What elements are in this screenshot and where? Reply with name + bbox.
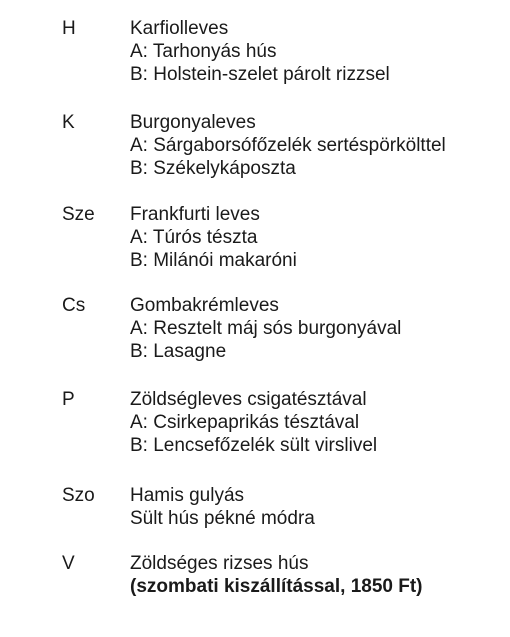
day-menu-lines bbox=[130, 203, 297, 272]
menu-option-a: A: Sárgaborsófőzelék sertéspörkölttel bbox=[130, 135, 446, 156]
menu-option-b: B: Lasagne bbox=[130, 341, 227, 362]
day-menu-lines bbox=[130, 552, 423, 598]
menu-option-a: A: Tarhonyás hús bbox=[130, 41, 277, 62]
menu-option-b: B: Székelykáposzta bbox=[130, 158, 296, 179]
soup-name: Frankfurti leves bbox=[130, 204, 260, 225]
menu-option-a: A: Túrós tészta bbox=[130, 227, 258, 248]
menu-option-b: B: Milánói makaróni bbox=[130, 250, 297, 271]
day-menu-lines bbox=[130, 17, 390, 86]
day-code: Szo bbox=[62, 485, 95, 506]
day-menu-lines bbox=[130, 294, 401, 363]
soup-name: Karfiolleves bbox=[130, 18, 229, 39]
day-code: H bbox=[62, 18, 76, 39]
day-code: Sze bbox=[62, 204, 95, 225]
day-code: K bbox=[62, 112, 75, 133]
menu-line: Sült hús pékné módra bbox=[130, 508, 315, 529]
menu-option-a: A: Csirkepaprikás tésztával bbox=[130, 412, 360, 433]
day-code: V bbox=[62, 553, 75, 574]
delivery-note: (szombati kiszállítással, 1850 Ft) bbox=[130, 576, 423, 597]
day-menu-lines bbox=[130, 388, 377, 457]
menu-line: Zöldséges rizses hús bbox=[130, 553, 309, 574]
menu-option-b: B: Lencsefőzelék sült virslivel bbox=[130, 435, 378, 456]
soup-name: Burgonyaleves bbox=[130, 112, 256, 133]
soup-name: Zöldségleves csigatésztával bbox=[130, 389, 367, 410]
day-menu-lines bbox=[130, 111, 446, 180]
menu-line: Hamis gulyás bbox=[130, 485, 245, 506]
soup-name: Gombakrémleves bbox=[130, 295, 279, 316]
menu-option-a: A: Resztelt máj sós burgonyával bbox=[130, 318, 402, 339]
day-menu-lines bbox=[130, 484, 315, 530]
day-code: P bbox=[62, 389, 75, 410]
day-code: Cs bbox=[62, 295, 86, 316]
menu-option-b: B: Holstein-szelet párolt rizzsel bbox=[130, 64, 390, 85]
